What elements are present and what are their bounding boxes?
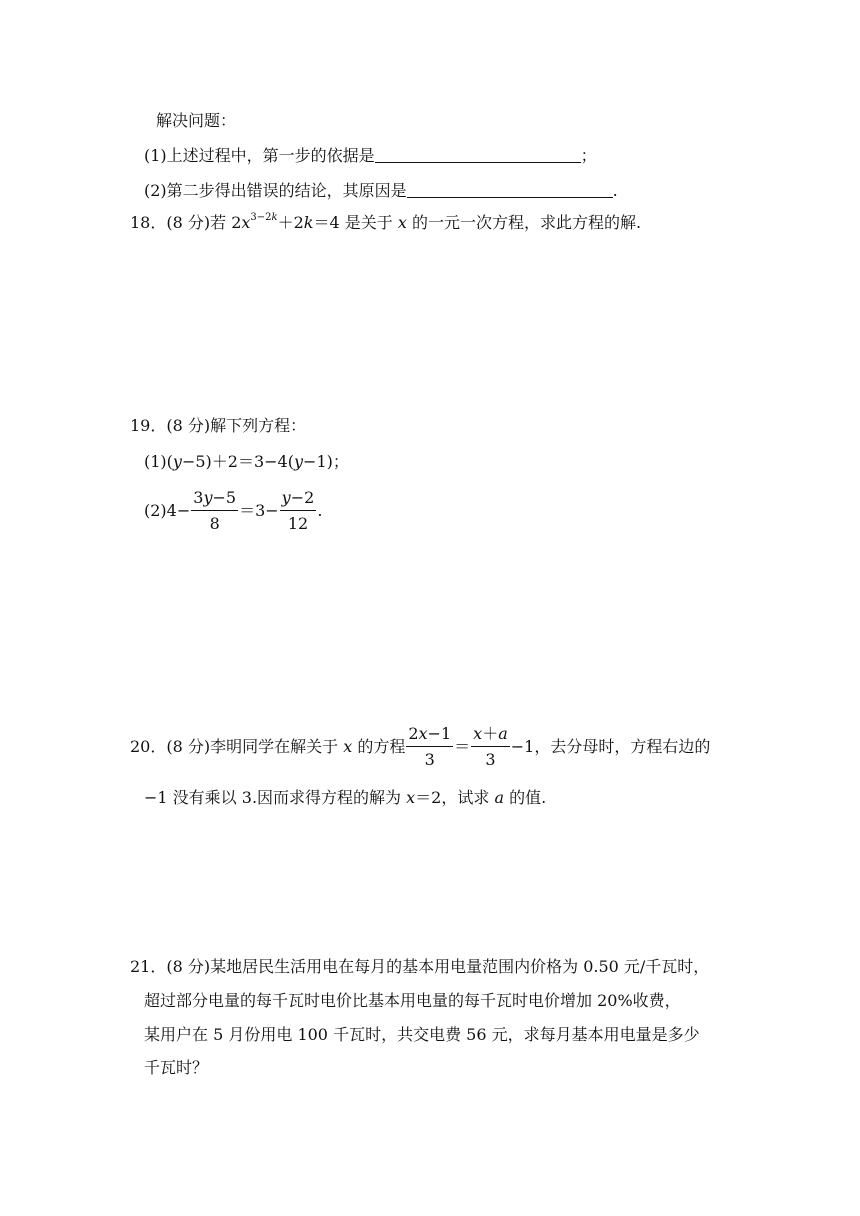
fraction: $\frac{x+a}{3}$: [473, 724, 508, 769]
question-1-text: (1)上述过程中，第一步的依据是: [144, 146, 375, 165]
question-1-suffix: ；: [580, 146, 597, 165]
fraction: $\frac{y-2}{12}$: [281, 488, 315, 533]
problem-21-line2: 超过部分电量的每千瓦时电价比基本用电量的每千瓦时电价增加 20%收费，: [144, 991, 681, 1010]
fraction: $\frac{3y-5}{8}$: [193, 488, 237, 533]
question-2-text: (2)第二步得出错误的结论，其原因是: [144, 181, 407, 200]
problem-18-mid1: ＋2: [277, 213, 304, 232]
problem-20-line1: 20．(8 分)李明同学在解关于 x 的方程 $\frac{2x-1}{3}$ ＝ $\frac{x+a}{3}$ −1，去分母时，方程右边的: [130, 722, 710, 773]
var-x: x: [241, 213, 251, 232]
problem-18: [130, 212, 641, 234]
problem-19-eq1: (1)(y−5)＋2＝3−4(y−1)；: [144, 452, 349, 471]
problem-18-suffix: 的一元一次方程，求此方程的解.: [406, 213, 642, 232]
problem-21-line1: 21．(8 分)某地居民生活用电在每月的基本用电量范围内价格为 0.50 元/千瓦时，: [130, 957, 710, 976]
question-2: [144, 180, 618, 202]
problem-18-mid2: ＝4 是关于: [313, 213, 398, 232]
problem-21-line4: 千瓦时？: [144, 1058, 209, 1077]
question-1: [144, 145, 597, 167]
answer-blank-2[interactable]: [407, 181, 613, 198]
fraction: $\frac{2x-1}{3}$: [408, 724, 452, 769]
problem-19-title: 19．(8 分)解下列方程：: [130, 416, 307, 435]
problem-19-eq2: (2)4− $\frac{3y-5}{8}$ ＝3− $\frac{y-2}{12}$ .: [144, 486, 322, 537]
var-x: x: [397, 213, 407, 232]
problem-18-prefix: 18．(8 分)若 2: [130, 213, 242, 232]
answer-blank-1[interactable]: [375, 146, 581, 163]
var-k: k: [303, 213, 314, 232]
problem-20-line2: −1 没有乘以 3.因而求得方程的解为 x＝2，试求 a 的值.: [144, 788, 547, 807]
intro-heading: 解决问题：: [156, 111, 237, 130]
question-2-suffix: .: [612, 181, 618, 200]
exponent: 3−2k: [250, 212, 278, 223]
problem-21-line3: 某用户在 5 月份用电 100 千瓦时，共交电费 56 元，求每月基本用电量是多少: [144, 1025, 700, 1044]
